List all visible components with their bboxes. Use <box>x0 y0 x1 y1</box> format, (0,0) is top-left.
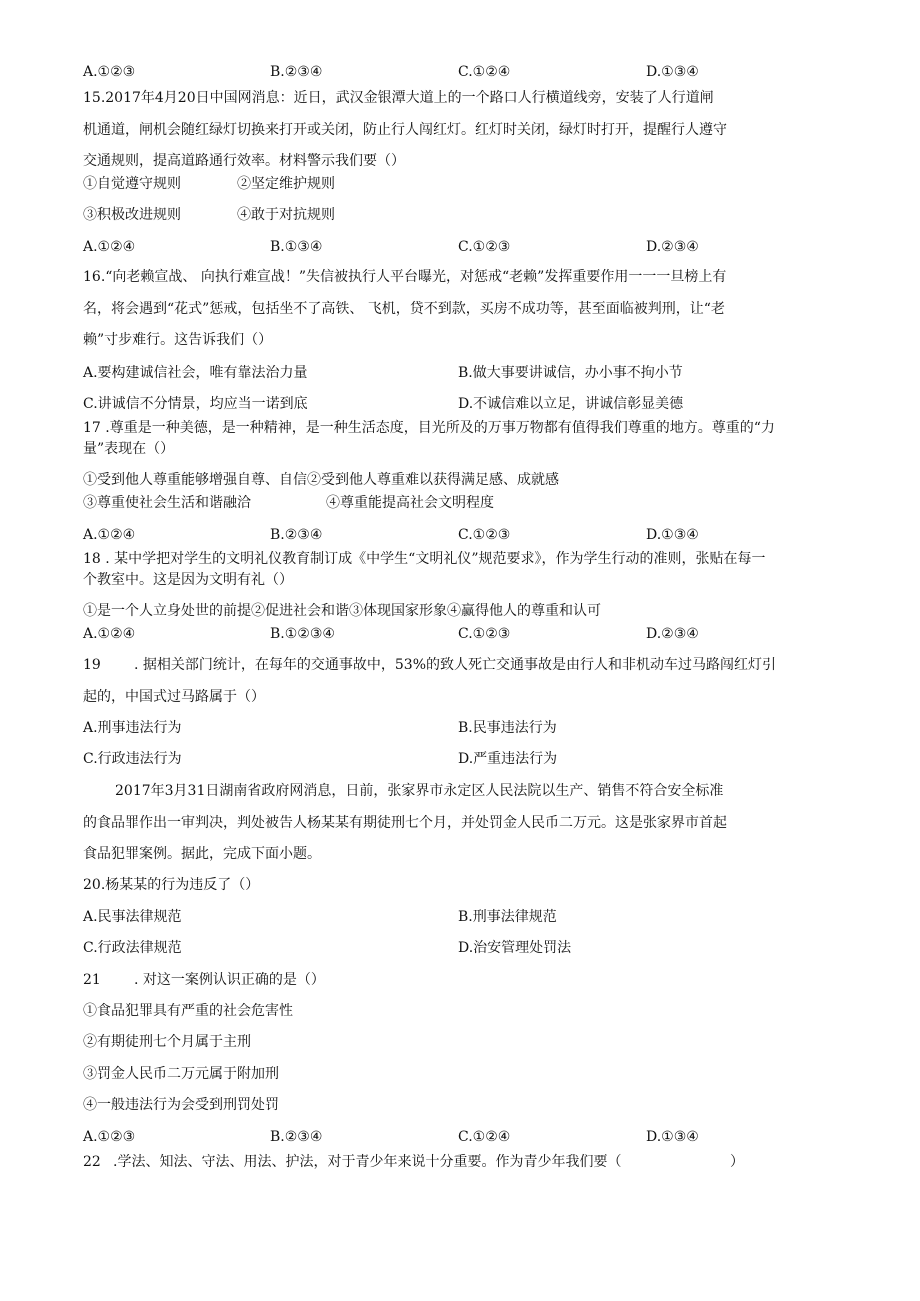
q20-option-d: D.治安管理处罚法 <box>458 940 572 956</box>
q21-stem: . 对这一案例认识正确的是（） <box>134 972 325 988</box>
q19-option-c: C.行政违法行为 <box>83 751 182 767</box>
q19-option-b: B.民事违法行为 <box>458 720 557 736</box>
q17-option-a: A.①②④ <box>83 527 136 543</box>
q22-number: 22 <box>83 1154 101 1170</box>
q17-item-3: ③尊重使社会生活和谐融洽 <box>83 495 251 511</box>
material-line-2: 的食品罪作出一审判决，判处被告人杨某某有期徒刑七个月，并处罚金人民币二万元。这是张家界市首起 <box>83 815 727 831</box>
q16-option-c: C.讲诚信不分情景，均应当一诺到底 <box>83 396 308 412</box>
q21-number: 21 <box>83 972 101 988</box>
q21-option-c: C.①②④ <box>458 1129 511 1145</box>
q17-stem-line-1: 17 .尊重是一种美德，是一种精神，是一种生活态度，目光所及的万事万物都有值得我们尊重的地方。尊重的“力 <box>83 420 775 436</box>
q15-stem-line-3: 交通规则，提高道路通行效率。材料警示我们要（） <box>83 153 405 169</box>
q17-item-4: ④尊重能提高社会文明程度 <box>326 495 494 511</box>
q19-number: 19 <box>83 657 101 673</box>
q19-option-a: A.刑事违法行为 <box>83 720 182 736</box>
q21-item-1: ①食品犯罪具有严重的社会危害性 <box>83 1003 293 1019</box>
q15-stem-line-2: 机通道，闸机会随红绿灯切换来打开或关闭，防止行人闯红灯。红灯时关闭，绿灯时打开，提醒行人遵守 <box>83 122 727 138</box>
q16-stem-line-1: 16.“向老赖宣战、 向执行难宣战！”失信被执行人平台曝光，对惩戒“老赖”发挥重要作用一一一旦榜上有 <box>83 269 727 285</box>
q15-option-d: D.②③④ <box>646 239 699 255</box>
q21-item-2: ②有期徒刑七个月属于主刑 <box>83 1034 251 1050</box>
material-line-3: 食品犯罪案例。据此，完成下面小题。 <box>83 846 321 862</box>
q15-item-1: ①自觉遵守规则 <box>83 176 181 192</box>
q18-stem-line-1: 18 . 某中学把对学生的文明礼仪教育制订成《中学生“文明礼仪”规范要求》，作为学生行动的准则，张贴在每一 <box>83 551 766 567</box>
q22-stem-end: ） <box>730 1154 744 1170</box>
q20-option-b: B.刑事法律规范 <box>458 909 557 925</box>
q19-stem-line-2: 起的，中国式过马路属于（） <box>83 689 265 705</box>
q16-stem-line-3: 赖”寸步难行。这告诉我们（） <box>83 332 273 348</box>
q20-stem: 20.杨某某的行为违反了（） <box>83 877 260 893</box>
q17-option-d: D.①③④ <box>646 527 699 543</box>
q18-option-c: C.①②③ <box>458 626 511 642</box>
q18-stem-line-2: 个教室中。这是因为文明有礼（） <box>83 572 293 588</box>
q19-option-d: D.严重违法行为 <box>458 751 558 767</box>
q16-stem-line-2: 名，将会遇到“花式”惩戒，包括坐不了高铁、 飞机，贷不到款，买房不成功等，甚至面临被判刑，让“老 <box>83 301 725 317</box>
q15-item-3: ③积极改进规则 <box>83 207 181 223</box>
q18-option-b: B.①②③④ <box>270 626 335 642</box>
q15-option-b: B.①③④ <box>270 239 323 255</box>
q18-option-d: D.②③④ <box>646 626 699 642</box>
q18-option-a: A.①②④ <box>83 626 136 642</box>
q21-option-d: D.①③④ <box>646 1129 699 1145</box>
q17-stem-line-2: 量”表现在（） <box>83 441 175 457</box>
q21-option-b: B.②③④ <box>270 1129 323 1145</box>
q14-option-c: C.①②④ <box>458 64 511 80</box>
q22-stem: .学法、知法、守法、用法、护法，对于青少年来说十分重要。作为青少年我们要（ <box>113 1154 622 1170</box>
q14-option-b: B.②③④ <box>270 64 323 80</box>
q21-item-4: ④一般违法行为会受到刑罚处罚 <box>83 1097 279 1113</box>
q17-option-b: B.②③④ <box>270 527 323 543</box>
q16-option-d: D.不诚信难以立足，讲诚信彰显美德 <box>458 396 684 412</box>
q19-stem-line-1: . 据相关部门统计，在每年的交通事故中，53%的致人死亡交通事故是由行人和非机动车过马路闯红灯引 <box>134 657 777 673</box>
q14-option-a: A.①②③ <box>83 64 136 80</box>
q20-option-c: C.行政法律规范 <box>83 940 182 956</box>
q16-option-b: B.做大事要讲诚信，办小事不拘小节 <box>458 365 683 381</box>
q15-option-c: C.①②③ <box>458 239 511 255</box>
q15-item-4: ④敢于对抗规则 <box>237 207 335 223</box>
q17-items-row-1: ①受到他人尊重能够增强自尊、自信②受到他人尊重难以获得满足感、成就感 <box>83 472 559 488</box>
material-line-1: 2017年3月31日湖南省政府网消息，日前，张家界市永定区人民法院以生产、销售不符合安全标准 <box>115 783 724 799</box>
q15-option-a: A.①②④ <box>83 239 136 255</box>
q20-option-a: A.民事法律规范 <box>83 909 182 925</box>
q16-option-a: A.要构建诚信社会，唯有靠法治力量 <box>83 365 308 381</box>
q18-items: ①是一个人立身处世的前提②促进社会和谐③体现国家形象④赢得他人的尊重和认可 <box>83 603 601 619</box>
q17-option-c: C.①②③ <box>458 527 511 543</box>
q21-option-a: A.①②③ <box>83 1129 136 1145</box>
q14-option-d: D.①③④ <box>646 64 699 80</box>
q21-item-3: ③罚金人民币二万元属于附加刑 <box>83 1066 279 1082</box>
q15-stem-line-1: 15.2017年4月20日中国网消息：近日，武汉金银潭大道上的一个路口人行横道线旁，安装了人行道闸 <box>83 90 714 106</box>
q15-item-2: ②坚定维护规则 <box>237 176 335 192</box>
